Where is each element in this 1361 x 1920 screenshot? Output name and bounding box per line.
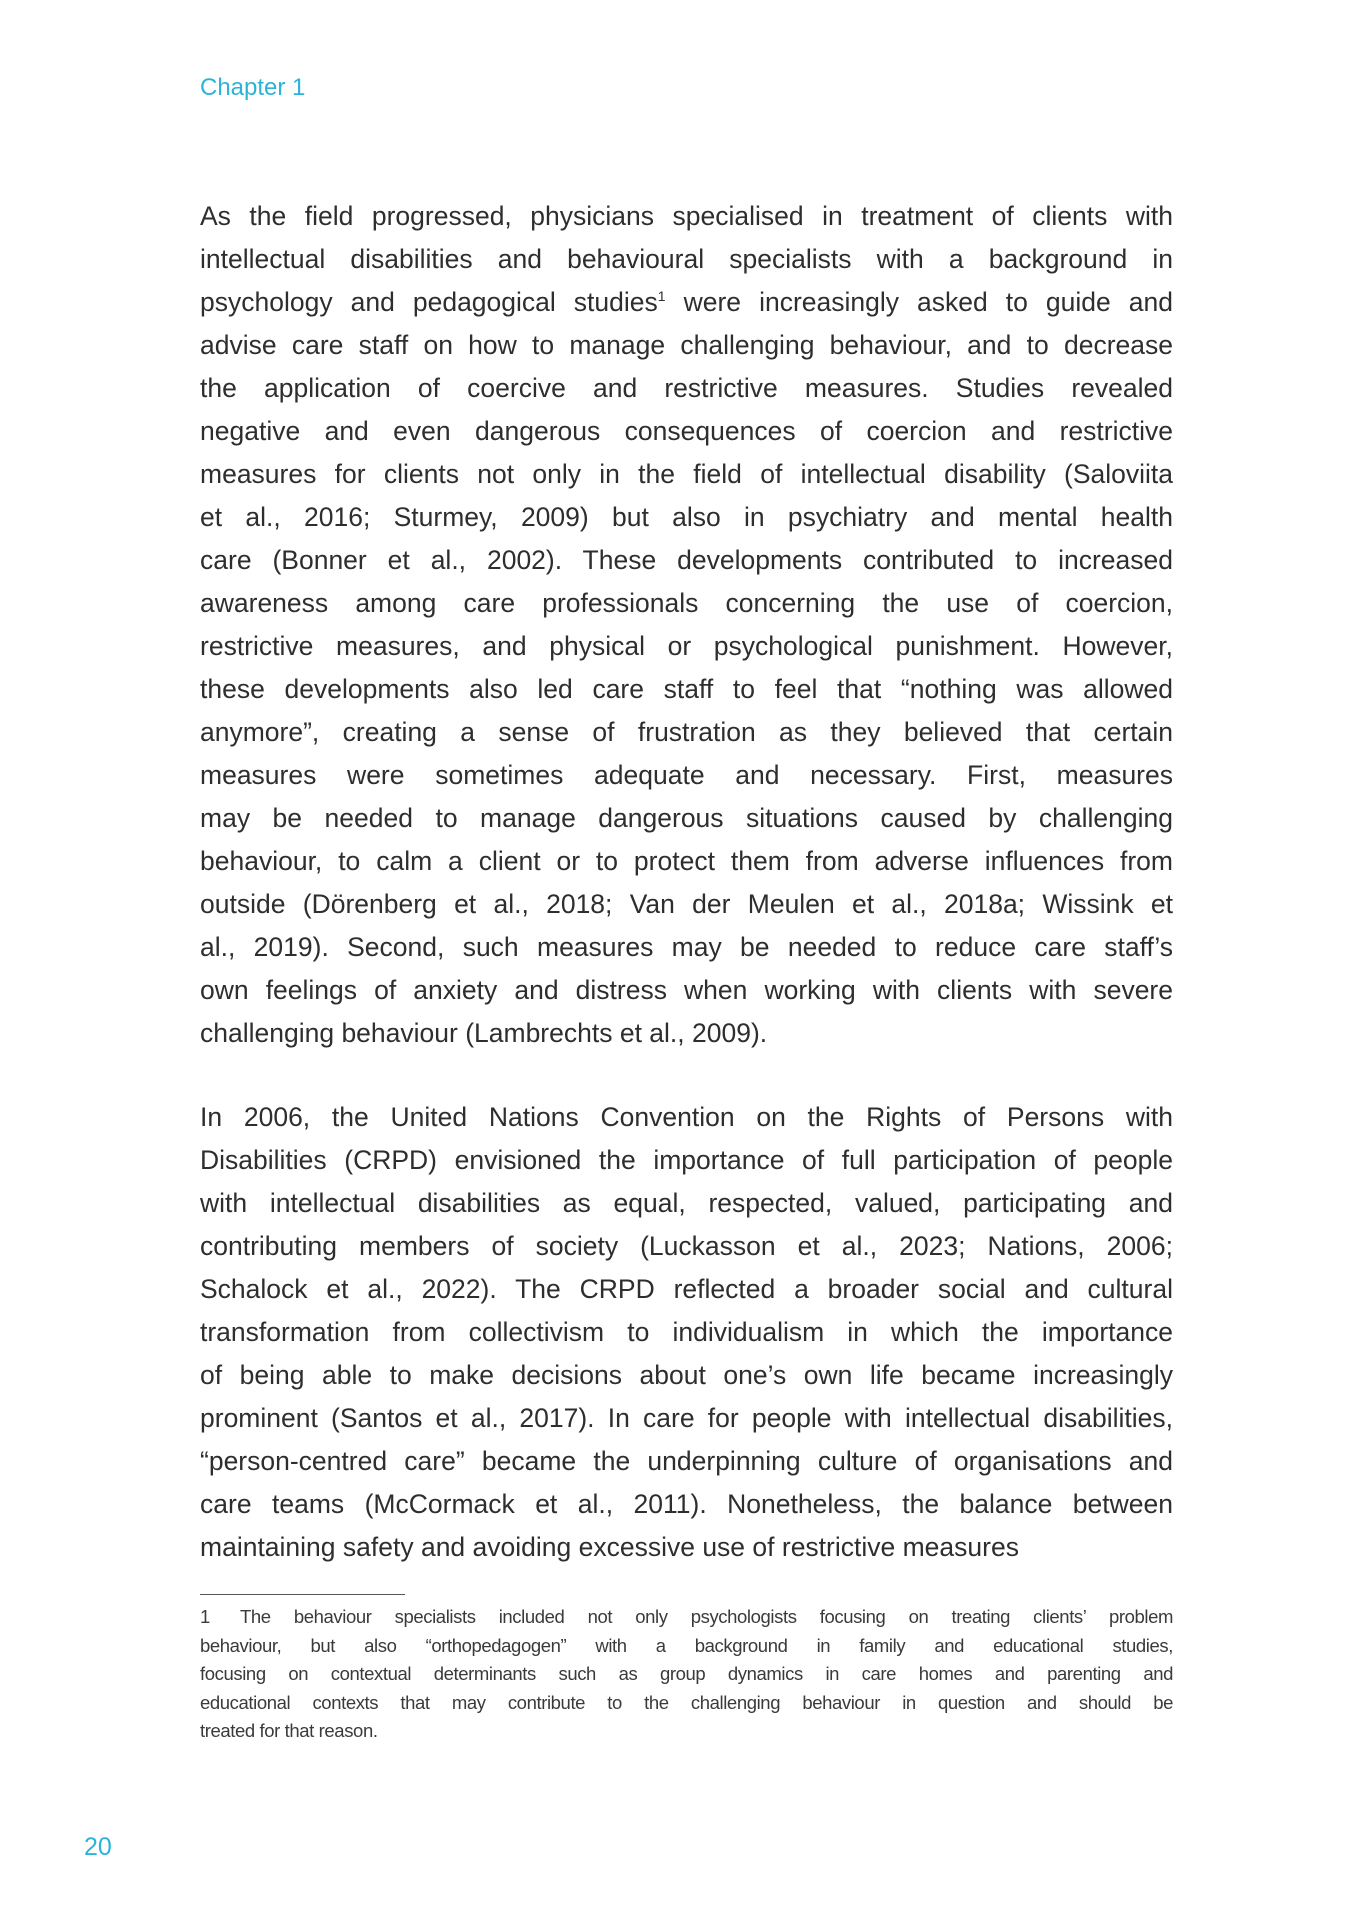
footnote-line: [200, 1603, 1173, 1632]
text-line: negative and even dangerous consequences of coercion and restrictive: [200, 416, 1173, 446]
text-line: care teams (McCormack et al., 2011). Nonetheless, the balance between: [200, 1489, 1173, 1519]
text-line: may be needed to manage dangerous situations caused by challenging: [200, 803, 1173, 833]
footnote-number: 1: [200, 1606, 210, 1627]
text-line: In 2006, the United Nations Convention on the Rights of Persons with: [200, 1102, 1173, 1132]
text-line: care (Bonner et al., 2002). These developments contributed to increased: [200, 545, 1173, 575]
text-line: challenging behaviour (Lambrechts et al., 2009).: [200, 1018, 768, 1048]
text-line: of being able to make decisions about one’s own life became increasingly: [200, 1360, 1173, 1390]
text-line: measures were sometimes adequate and necessary. First, measures: [200, 760, 1173, 790]
body-paragraph-1: [200, 195, 1173, 1055]
text-line: behaviour, to calm a client or to protect them from adverse influences from: [200, 846, 1173, 876]
footnote-text: The behaviour specialists included not only psychologists focusing on treating clients’ problem: [240, 1606, 1173, 1627]
text-line: with intellectual disabilities as equal, respected, valued, participating and: [200, 1188, 1173, 1218]
text-line: [200, 281, 1173, 324]
text-line: transformation from collectivism to individualism in which the importance: [200, 1317, 1173, 1347]
text-line: the application of coercive and restrictive measures. Studies revealed: [200, 373, 1173, 403]
footnote-line: treated for that reason.: [200, 1720, 378, 1741]
text-line: maintaining safety and avoiding excessive use of restrictive measures: [200, 1532, 1019, 1562]
page-number: 20: [84, 1833, 112, 1861]
footnote-line: behaviour, but also “orthopedagogen” with a background in family and educational studies,: [200, 1634, 1173, 1656]
footnote: [200, 1603, 1173, 1746]
footnote-line: educational contexts that may contribute to the challenging behaviour in question and should be: [200, 1691, 1173, 1713]
text-line: contributing members of society (Luckasson et al., 2023; Nations, 2006;: [200, 1231, 1173, 1261]
text-line: these developments also led care staff to feel that “nothing was allowed: [200, 674, 1173, 704]
text-line: outside (Dörenberg et al., 2018; Van der Meulen et al., 2018a; Wissink et: [200, 889, 1173, 919]
text-line: As the field progressed, physicians specialised in treatment of clients with: [200, 201, 1173, 231]
text-line: advise care staff on how to manage challenging behaviour, and to decrease: [200, 330, 1173, 360]
text-line: “person-centred care” became the underpinning culture of organisations and: [200, 1446, 1173, 1476]
text-line: al., 2019). Second, such measures may be needed to reduce care staff’s: [200, 932, 1173, 962]
text-line: Disabilities (CRPD) envisioned the importance of full participation of people: [200, 1145, 1173, 1175]
text-segment: were increasingly asked to guide and: [665, 287, 1173, 317]
text-line: awareness among care professionals concerning the use of coercion,: [200, 588, 1173, 618]
footnote-line: focusing on contextual determinants such as group dynamics in care homes and parenting and: [200, 1663, 1173, 1684]
footnote-reference[interactable]: 1: [657, 288, 666, 304]
text-line: measures for clients not only in the field of intellectual disability (Saloviita: [200, 459, 1173, 489]
text-line: intellectual disabilities and behavioural specialists with a background in: [200, 244, 1173, 274]
running-head: Chapter 1: [200, 74, 306, 101]
text-line: own feelings of anxiety and distress when working with clients with severe: [200, 975, 1173, 1005]
text-line: restrictive measures, and physical or psychological punishment. However,: [200, 631, 1173, 661]
body-paragraph-2: [200, 1096, 1173, 1569]
text-line: prominent (Santos et al., 2017). In care for people with intellectual disabilities,: [200, 1403, 1173, 1433]
text-segment: psychology and pedagogical studies: [200, 287, 658, 317]
text-line: Schalock et al., 2022). The CRPD reflected a broader social and cultural: [200, 1274, 1173, 1304]
text-line: et al., 2016; Sturmey, 2009) but also in psychiatry and mental health: [200, 502, 1173, 532]
text-line: anymore”, creating a sense of frustration as they believed that certain: [200, 717, 1173, 747]
footnote-divider: [200, 1594, 405, 1595]
